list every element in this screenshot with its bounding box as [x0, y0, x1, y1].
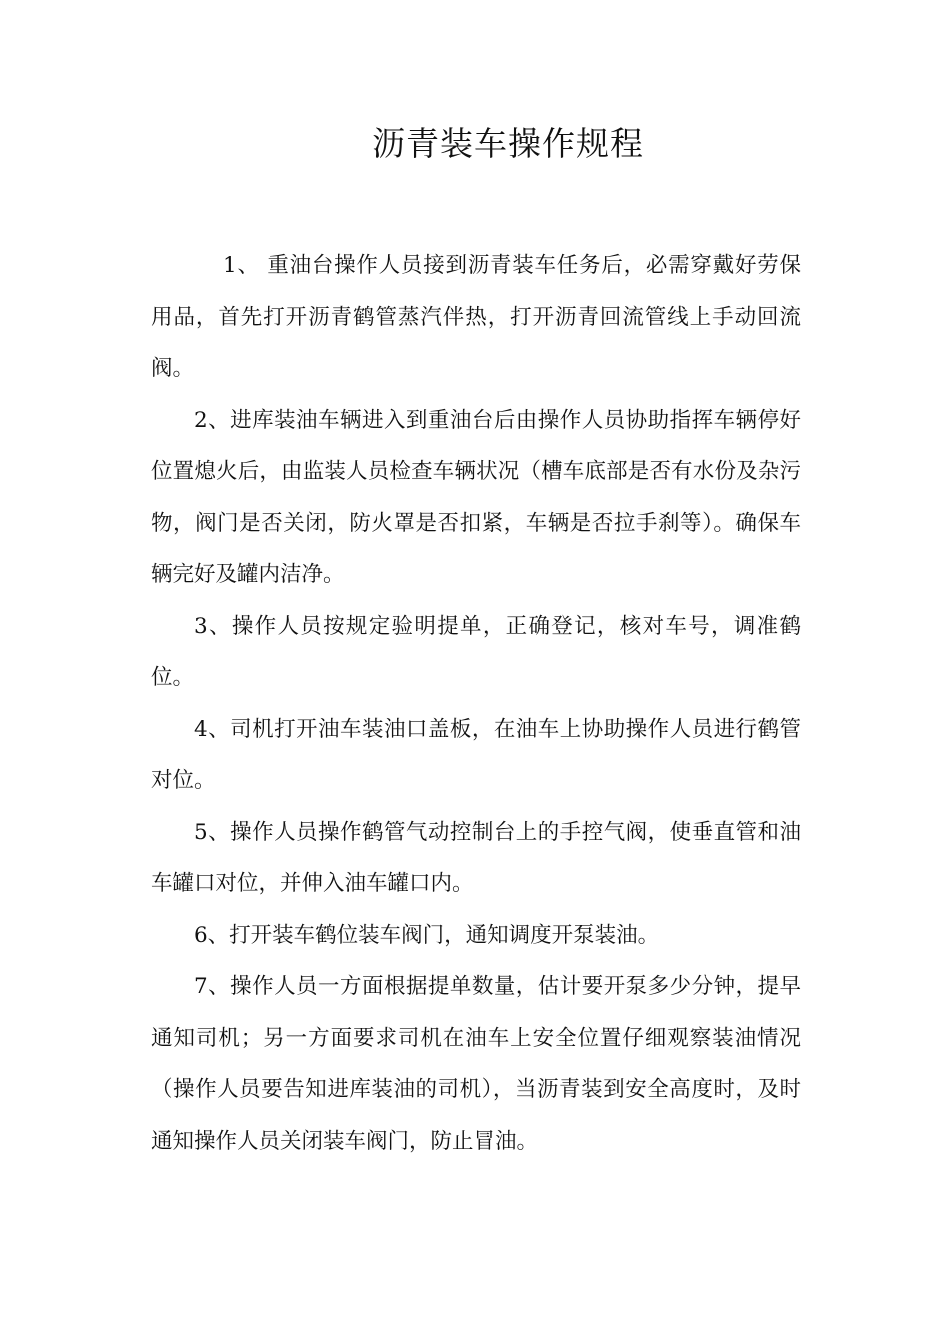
paragraph-1: 1、 重油台操作人员接到沥青装车任务后，必需穿戴好劳保用品，首先打开沥青鹤管蒸汽伴热，打开沥青回流管线上手动回流阀。 [151, 253, 801, 381]
document-title: 沥青装车操作规程 [372, 124, 644, 163]
paragraph-6: 6、打开装车鹤位装车阀门，通知调度开泵装油。 [194, 922, 660, 948]
paragraph-5: 5、操作人员操作鹤管气动控制台上的手控气阀，使垂直管和油车罐口对位，并伸入油车罐口内。 [151, 819, 801, 896]
paragraph-2: 2、进库装油车辆进入到重油台后由操作人员协助指挥车辆停好位置熄火后，由监装人员检查车辆状况（槽车底部是否有水份及杂污物，阀门是否关闭，防火罩是否扣紧，车辆是否拉手刹等）。确保车辆完好及罐内洁净。 [151, 407, 801, 587]
document-body [151, 240, 801, 1167]
paragraph-7: 7、操作人员一方面根据提单数量，估计要开泵多少分钟，提早通知司机；另一方面要求司机在油车上安全位置仔细观察装油情况（操作人员要告知进库装油的司机），当沥青装到安全高度时，及时通知操作人员关闭装车阀门，防止冒油。 [151, 974, 801, 1154]
paragraph-3: 3、操作人员按规定验明提单，正确登记，核对车号，调准鹤位。 [151, 613, 801, 690]
paragraph-4: 4、司机打开油车装油口盖板，在油车上协助操作人员进行鹤管对位。 [151, 716, 801, 793]
